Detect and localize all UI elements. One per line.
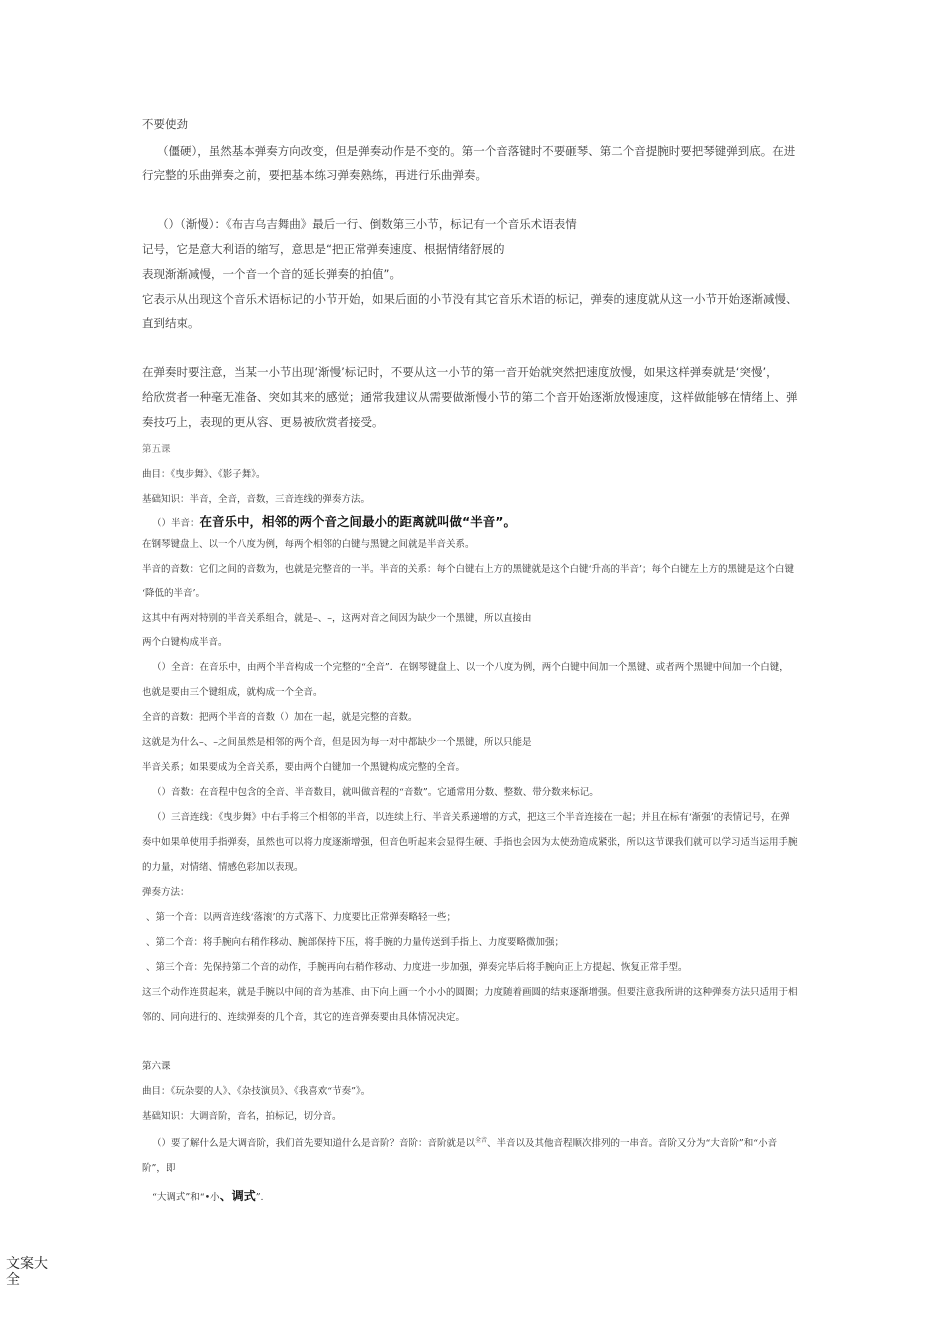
text-line: 也就是要由三个键组成，就构成一个全音。 xyxy=(142,687,323,698)
text-line: （）全音：在音乐中，由两个半音构成一个完整的“全音”．在钢琴键盘上、以一个八度为例，两个白键中间加一个黑键、或者两个黑键中间加一个白键， xyxy=(152,662,789,673)
text-line: 它表示从出现这个音乐术语标记的小节开始，如果后面的小节没有其它音乐术语的标记，弹奏的速度就从这一小节开始逐渐减慢、 xyxy=(142,292,798,306)
text-line: 、第二个音：将手腕向右稍作移动、腕部保持下压，将手腕的力量传送到手指上、力度要略微加强； xyxy=(146,937,565,948)
text-line: 奏技巧上，表现的更从容、更易被欣赏者接受。 xyxy=(142,415,384,429)
scale-text-start: （）要了解什么是大调音阶，我们首先要知道什么是音阶？音阶：音阶就是以 xyxy=(152,1138,476,1150)
text-line: （）音数：在音程中包含的全音、半音数目，就叫做音程的“音数”。它通常用分数、整数、带分数来标记。 xyxy=(152,787,599,798)
half-step-definition xyxy=(152,511,516,530)
text-line: 半音的音数：它们之间的音数为，也就是完整音的一半。半音的关系：每个白键右上方的黑键就是这个白键‘升高的半音’；每个白键左上方的黑键是这个白键 xyxy=(142,564,795,575)
text-line: （）三音连线：《曳步舞》中右手将三个相邻的半音，以连续上行、半音关系递增的方式，把这三个半音连接在一起；并且在标有‘渐强’的表情记号，在弹 xyxy=(152,812,790,823)
footer-label: 文案大全 xyxy=(6,1256,48,1288)
half-step-label: （）半音： xyxy=(152,518,200,529)
text-line: 给欣赏者一种毫无准备、突如其来的感觉；通常我建议从需要做渐慢小节的第二个音开始逐渐放慢速度，这样做能够在情绪上、弹 xyxy=(142,390,798,404)
text-line: 、第三个音：先保持第二个音的动作，手腕再向右稍作移动、力度进一步加强，弹奏完毕后将手腕向正上方提起、恢复正常手型。 xyxy=(146,962,688,973)
text-line: 全音的音数：把两个半音的音数（）加在一起，就是完整的音数。 xyxy=(142,712,418,723)
text-line: 这其中有两对特别的半音关系组合，就是–、–，这两对音之间因为缺少一个黑键，所以直接由 xyxy=(142,613,532,624)
scale-text-superscript: 全音 xyxy=(475,1137,488,1144)
scale-text-end: 、半音以及其他音程顺次排列的一串音。音阶又分为“大音阶”和“小音 xyxy=(487,1138,778,1150)
text-line: 邻的、同向进行的、连续弹奏的几个音，其它的连音弹奏要由具体情况决定。 xyxy=(142,1012,466,1023)
text-line xyxy=(152,1185,264,1204)
text-line: 两个白键构成半音。 xyxy=(142,637,228,648)
text-line: 的力量，对情绪、情感色彩加以表现。 xyxy=(142,862,304,873)
text-line: （僵硬），虽然基本弹奏方向改变，但是弹奏动作是不变的。第一个音落键时不要砸琴、第二个音提腕时要把琴键弹到底。在进 xyxy=(157,144,796,158)
text-line: ‘降低的半音’。 xyxy=(142,588,206,599)
lesson6-pieces: 曲目：《玩杂耍的人》、《杂技演员》、《我喜欢“节奏”》。 xyxy=(142,1086,371,1097)
text-line xyxy=(152,1135,777,1149)
text-line: 在弹奏时要注意，当某一小节出现‘渐慢’标记时，不要从这一小节的第一音开始就突然把速度放慢，如果这样弹奏就是‘突慢’， xyxy=(142,365,778,379)
text-line: （）（渐慢）：《布吉乌吉舞曲》最后一行、倒数第三小节，标记有一个音乐术语表情 xyxy=(157,217,577,231)
text-line: 在钢琴键盘上、以一个八度为例，每两个相邻的白键与黑键之间就是半音关系。 xyxy=(142,539,475,550)
text-line: 、第一个音：以两音连线‘落滚’的方式落下、力度要比正常弹奏略轻一些； xyxy=(146,912,457,923)
text-line: 不要使劲 xyxy=(142,117,188,131)
mode-text-emphasis: 、调式 xyxy=(219,1189,256,1203)
text-line: 这三个动作连贯起来，就是手腕以中间的音为基准、由下向上画一个小小的圆圈；力度随着画圆的结束逐渐增强。但要注意我所讲的这种弹奏方法只适用于相 xyxy=(142,987,798,998)
text-line: 阶”，即 xyxy=(142,1163,176,1174)
text-line: 半音关系；如果要成为全音关系，要由两个白键加一个黑键构成完整的全音。 xyxy=(142,762,466,773)
text-line: 这就是为什么–、–之间虽然是相邻的两个音，但是因为每一对中都缺少一个黑键，所以只能是 xyxy=(142,737,532,748)
text-line: 奏中如果单使用手指弹奏，虽然也可以将力度逐渐增强，但音色听起来会显得生硬、手指也会因为太使劲造成紧张，所以这节课我们就可以学习适当运用手腕 xyxy=(142,837,798,848)
mode-text-end: ”. xyxy=(255,1192,264,1203)
lesson5-pieces: 曲目：《曳步舞》、《影子舞》。 xyxy=(142,469,266,480)
mode-text-start: “大调式”和“•小 xyxy=(152,1192,220,1203)
text-line: 直到结束。 xyxy=(142,316,200,330)
text-line: 行完整的乐曲弹奏之前，要把基本练习弹奏熟练，再进行乐曲弹奏。 xyxy=(142,168,487,182)
lesson5-basics: 基础知识：半音，全音，音数，三音连线的弹奏方法。 xyxy=(142,494,371,505)
text-line: 弹奏方法： xyxy=(142,887,190,898)
lesson6-basics: 基础知识：大调音阶，音名，拍标记，切分音。 xyxy=(142,1111,342,1122)
lesson6-title: 第六课 xyxy=(142,1061,171,1072)
text-line: 记号，它是意大利语的缩写，意思是“把正常弹奏速度、根据情绪舒展的 xyxy=(142,242,505,256)
lesson5-title: 第五课 xyxy=(142,444,171,455)
text-line: 表现渐渐减慢，一个音一个音的延长弹奏的拍值”。 xyxy=(142,267,401,281)
half-step-emphasis: 在音乐中，相邻的两个音之间最小的距离就叫做“半音”。 xyxy=(199,514,516,529)
